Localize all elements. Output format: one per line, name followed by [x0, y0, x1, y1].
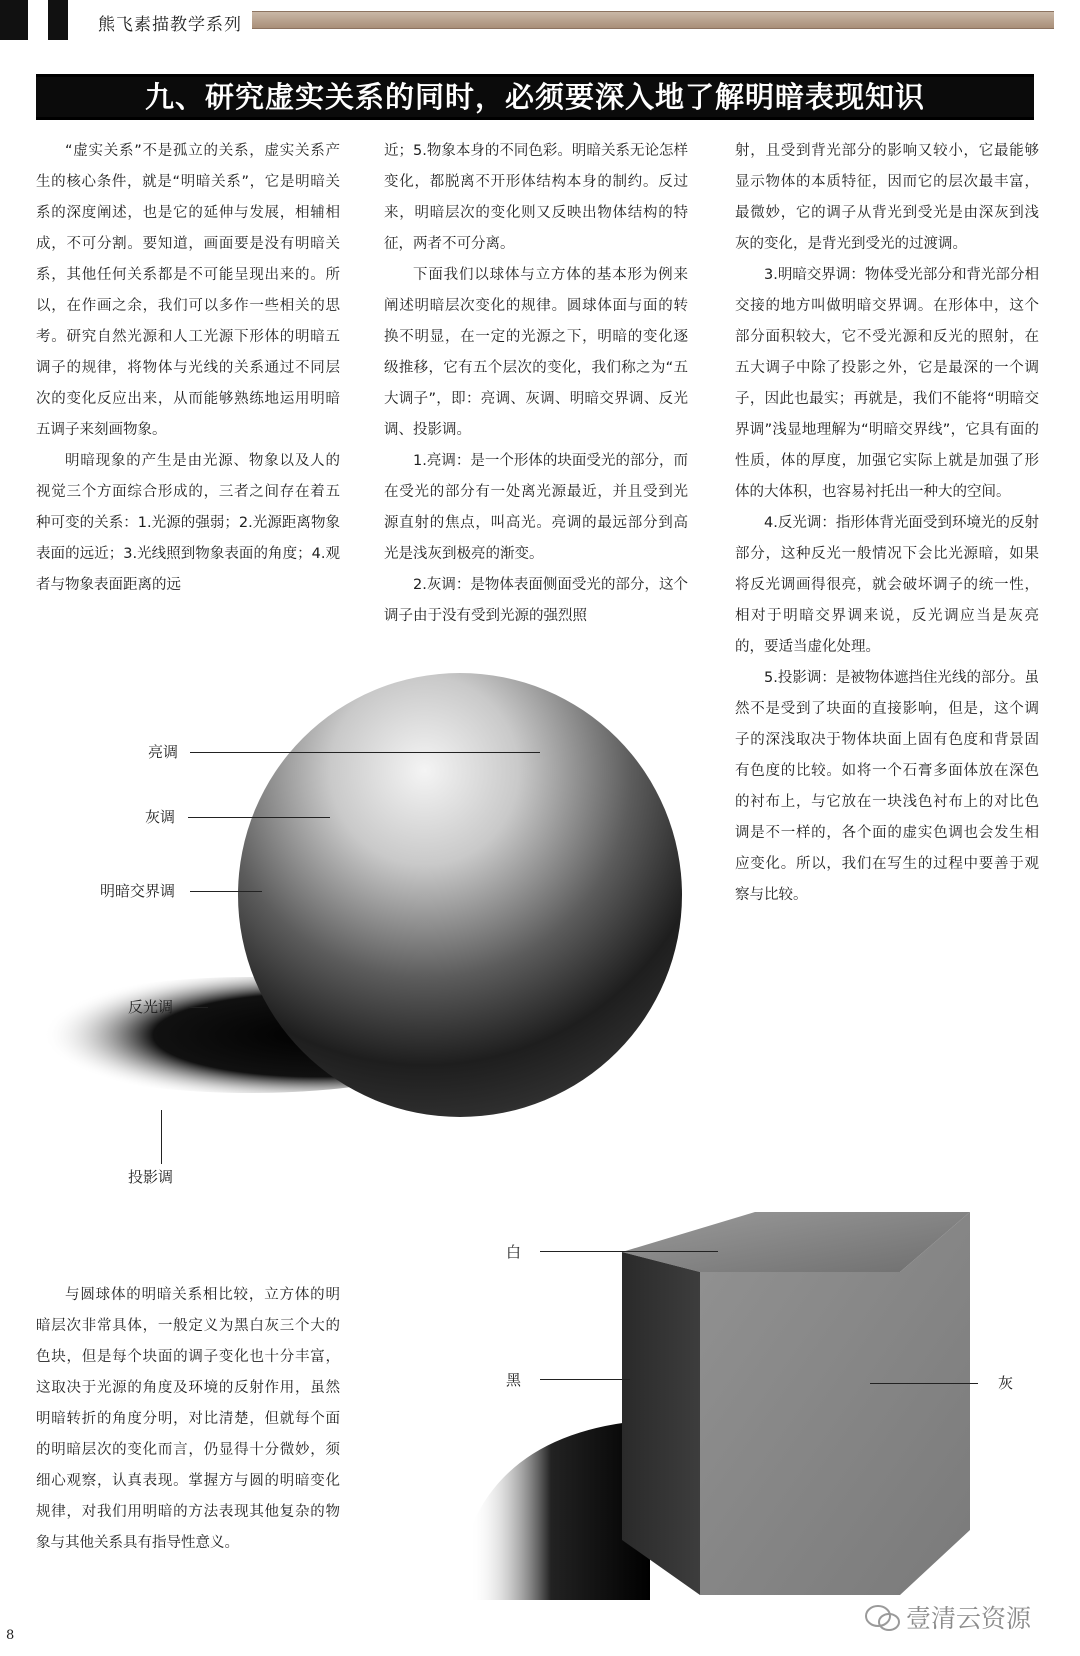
text-column-2	[384, 136, 688, 632]
label-cast-shadow: 投影调	[128, 1168, 174, 1186]
header-bar-right	[48, 0, 68, 40]
label-gray-tone: 灰调	[145, 808, 176, 826]
page-title: 九、研究虚实关系的同时，必须要深入地了解明暗表现知识	[144, 80, 925, 114]
paragraph: 与圆球体的明暗关系相比较，立方体的明暗层次非常具体，一般定义为黑白灰三个大的色块，但是每个块面的调子变化也十分丰富，这取决于光源的角度及环境的反射作用，虽然明暗转折的角度分明，对比清楚，但就每个面的明暗层次的变化而言，仍显得十分微妙，须细心观察，认真表现。掌握方与圆的明暗变化规律，对我们用明暗的方法表现其他复杂的物象与其他关系具有指导性意义。	[36, 1287, 340, 1551]
page-number: 8	[6, 1628, 15, 1643]
sphere	[238, 673, 682, 1117]
leader-line-gray	[188, 817, 330, 818]
paragraph: 2.灰调：是物体表面侧面受光的部分，这个调子由于没有受到光源的强烈照	[384, 577, 688, 624]
watermark-text: 壹清云资源	[906, 1604, 1032, 1633]
leader-line-highlight	[190, 752, 540, 753]
paragraph: 近；5.物象本身的不同色彩。明暗关系无论怎样变化，都脱离不开形体结构本身的制约。反过来，明暗层次的变化则又反映出物体结构的特征，两者不可分离。	[384, 143, 688, 252]
leader-line-black	[540, 1379, 630, 1380]
cube-illustration	[470, 1200, 1030, 1600]
text-column-1	[36, 136, 340, 601]
text-column-3	[735, 136, 1039, 911]
leader-line-cast-shadow	[161, 1110, 162, 1164]
paragraph: 射，且受到背光部分的影响又较小，它最能够显示物体的本质特征，因而它的层次最丰富，最微妙，它的调子从背光到受光是由深灰到浅灰的变化，是背光到受光的过渡调。	[735, 143, 1039, 252]
cube-left-face	[622, 1252, 700, 1595]
header-decor-band	[252, 11, 1054, 29]
header-bar-left	[0, 0, 28, 40]
leader-line-terminator	[190, 891, 262, 892]
leader-line-gray-face	[870, 1383, 978, 1384]
label-black: 黑	[506, 1371, 522, 1389]
label-highlight: 亮调	[148, 743, 179, 761]
series-title: 熊飞素描教学系列	[98, 15, 242, 35]
paragraph: 4.反光调：指形体背光面受到环境光的反射部分，这种反光一般情况下会比光源暗，如果将反光调画得很亮，就会破坏调子的统一性，相对于明暗交界调来说，反光调应当是灰亮的，要适当虚化处理。	[735, 515, 1039, 655]
paragraph: 1.亮调：是一个形体的块面受光的部分，而在受光的部分有一处离光源最近，并且受到光源直射的焦点，叫高光。亮调的最远部分到高光是浅灰到极亮的渐变。	[384, 453, 688, 562]
leader-line-white	[540, 1251, 718, 1252]
label-white: 白	[506, 1243, 522, 1261]
paragraph: 下面我们以球体与立方体的基本形为例来阐述明暗层次变化的规律。圆球体面与面的转换不明显，在一定的光源之下，明暗的变化逐级推移，它有五个层次的变化，我们称之为“五大调子”，即：亮调、灰调、明暗交界调、反光调、投影调。	[384, 267, 688, 438]
leader-line-reflected	[188, 1007, 208, 1008]
paragraph: 5.投影调：是被物体遮挡住光线的部分。虽然不是受到了块面的直接影响，但是，这个调子的深浅取决于物体块面上固有色度和背景固有色度的比较。如将一个石膏多面体放在深色的衬布上，与它放在一块浅色衬布上的对比色调是不一样的，各个面的虚实色调也会发生相应变化。所以，我们在写生的过程中要善于观察与比较。	[735, 670, 1039, 903]
label-gray-face: 灰	[998, 1374, 1014, 1392]
text-column-4	[36, 1280, 340, 1559]
label-reflected-light: 反光调	[128, 998, 174, 1016]
paragraph: “虚实关系”不是孤立的关系，虚实关系产生的核心条件，就是“明暗关系”，它是明暗关系的深度阐述，也是它的延伸与发展，相辅相成，不可分割。要知道，画面要是没有明暗关系，其他任何关系都是不可能呈现出来的。所以，在作画之余，我们可以多作一些相关的思考。研究自然光源和人工光源下形体的明暗五调子的规律，将物体与光线的关系通过不同层次的变化反应出来，从而能够熟练地运用明暗五调子来刻画物象。	[36, 143, 340, 438]
wechat-icon	[864, 1604, 902, 1634]
paragraph: 3.明暗交界调：物体受光部分和背光部分相交接的地方叫做明暗交界调。在形体中，这个部分面积较大，它不受光源和反光的照射，在五大调子中除了投影之外，它是最深的一个调子，因此也最实；再就是，我们不能将“明暗交界调”浅显地理解为“明暗交界线”，它具有面的性质，体的厚度，加强它实际上就是加强了形体的大体积，也容易衬托出一种大的空间。	[735, 267, 1039, 500]
label-terminator: 明暗交界调	[100, 882, 176, 900]
paragraph: 明暗现象的产生是由光源、物象以及人的视觉三个方面综合形成的，三者之间存在着五种可变的关系：1.光源的强弱；2.光源距离物象表面的远近；3.光线照到物象表面的角度；4.观者与物象表面距离的远	[36, 453, 340, 593]
